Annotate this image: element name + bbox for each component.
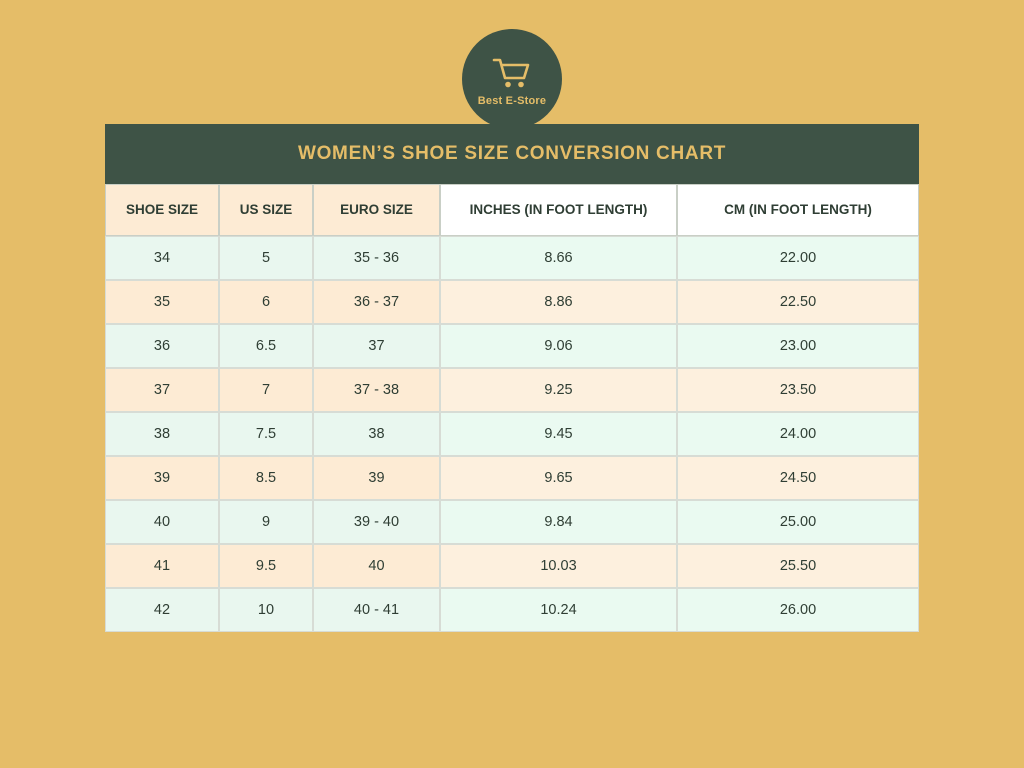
- cell-euro-size: 35 - 36: [313, 236, 440, 280]
- cell-us-size: 5: [219, 236, 313, 280]
- shopping-cart-icon: [492, 52, 532, 90]
- table-row: [105, 544, 919, 588]
- table-body: [105, 236, 919, 632]
- cell-euro-size: 39: [313, 456, 440, 500]
- size-conversion-table: [105, 124, 919, 632]
- cell-euro-size: 40: [313, 544, 440, 588]
- cell-us-size: 6: [219, 280, 313, 324]
- cell-inches: 10.24: [440, 588, 677, 632]
- cell-euro-size: 39 - 40: [313, 500, 440, 544]
- table-row: [105, 324, 919, 368]
- table-row: [105, 588, 919, 632]
- cell-cm: 24.50: [677, 456, 919, 500]
- cell-cm: 26.00: [677, 588, 919, 632]
- cell-shoe-size: 40: [105, 500, 219, 544]
- cell-inches: 9.25: [440, 368, 677, 412]
- table-header-row: [105, 184, 919, 236]
- cell-cm: 23.00: [677, 324, 919, 368]
- cell-inches: 9.45: [440, 412, 677, 456]
- column-header-inches: INCHES (IN FOOT LENGTH): [440, 184, 677, 236]
- cell-us-size: 7: [219, 368, 313, 412]
- cell-euro-size: 37: [313, 324, 440, 368]
- brand-logo: [462, 29, 562, 129]
- column-header-euro-size: EURO SIZE: [313, 184, 440, 236]
- cell-inches: 8.66: [440, 236, 677, 280]
- cell-cm: 25.50: [677, 544, 919, 588]
- cell-us-size: 8.5: [219, 456, 313, 500]
- cell-us-size: 9: [219, 500, 313, 544]
- cell-shoe-size: 37: [105, 368, 219, 412]
- cell-us-size: 9.5: [219, 544, 313, 588]
- cell-shoe-size: 35: [105, 280, 219, 324]
- cell-cm: 25.00: [677, 500, 919, 544]
- table-row: [105, 280, 919, 324]
- cell-shoe-size: 36: [105, 324, 219, 368]
- cell-inches: 9.06: [440, 324, 677, 368]
- cell-inches: 8.86: [440, 280, 677, 324]
- cell-shoe-size: 39: [105, 456, 219, 500]
- column-header-cm: CM (IN FOOT LENGTH): [677, 184, 919, 236]
- table-row: [105, 368, 919, 412]
- cell-shoe-size: 41: [105, 544, 219, 588]
- cell-inches: 10.03: [440, 544, 677, 588]
- page-title: WOMEN’S SHOE SIZE CONVERSION CHART: [105, 124, 919, 184]
- table-row: [105, 412, 919, 456]
- brand-name: Best E-Store: [477, 94, 547, 107]
- column-header-us-size: US SIZE: [219, 184, 313, 236]
- cell-us-size: 7.5: [219, 412, 313, 456]
- table-row: [105, 500, 919, 544]
- column-header-shoe-size: SHOE SIZE: [105, 184, 219, 236]
- conversion-table-container: [105, 124, 919, 632]
- cell-euro-size: 38: [313, 412, 440, 456]
- table-title-row: [105, 124, 919, 184]
- cell-inches: 9.84: [440, 500, 677, 544]
- cell-shoe-size: 42: [105, 588, 219, 632]
- cell-us-size: 10: [219, 588, 313, 632]
- cell-euro-size: 36 - 37: [313, 280, 440, 324]
- cell-us-size: 6.5: [219, 324, 313, 368]
- cell-shoe-size: 34: [105, 236, 219, 280]
- cell-shoe-size: 38: [105, 412, 219, 456]
- cell-cm: 23.50: [677, 368, 919, 412]
- cell-cm: 22.50: [677, 280, 919, 324]
- cell-euro-size: 40 - 41: [313, 588, 440, 632]
- table-row: [105, 456, 919, 500]
- table-row: [105, 236, 919, 280]
- cell-inches: 9.65: [440, 456, 677, 500]
- cell-euro-size: 37 - 38: [313, 368, 440, 412]
- cell-cm: 22.00: [677, 236, 919, 280]
- cell-cm: 24.00: [677, 412, 919, 456]
